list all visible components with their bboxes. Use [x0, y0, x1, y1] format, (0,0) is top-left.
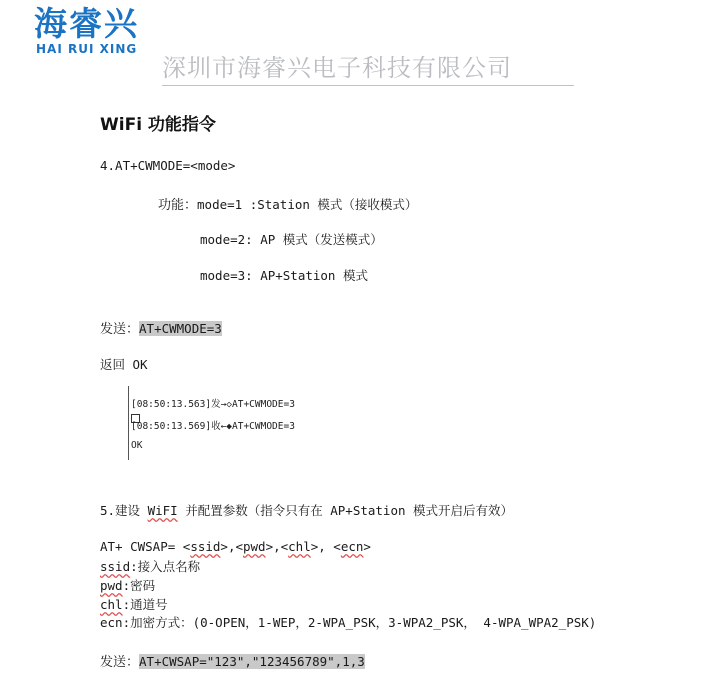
logo-text: 海睿兴 [34, 4, 139, 43]
param-ssid: ssid [190, 539, 221, 554]
cmd4-send-line [100, 318, 222, 337]
send-command: AT+CWMODE=3 [139, 321, 222, 336]
cmd5-heading: 5.建设 WiFI 并配置参数（指令只有在 AP+Station 模式开启后有效） [100, 503, 514, 518]
cmd5-syntax: AT+ CWSAP= <ssid>,<pwd>,<chl>, <ecn> [100, 539, 371, 554]
func-label: 功能： [158, 198, 198, 213]
pwd-line: pwd:密码 [100, 578, 156, 593]
cmd4-mode1-line [158, 194, 417, 213]
param-chl: chl [288, 539, 311, 554]
send-label: 发送： [100, 322, 140, 337]
cmd5-send-line [100, 651, 365, 670]
cmd4-return-line: 返回 OK [100, 357, 148, 372]
log-line-received: [08:50:13.569]收←◆AT+CWMODE=3 [131, 421, 295, 432]
ssid-line: ssid:接入点名称 [100, 559, 201, 574]
section-title: WiFi 功能指令 [100, 115, 216, 135]
ecn-line: ecn:加密方式：(0-OPEN，1-WEP，2-WPA_PSK，3-WPA2_PSK， 4-WPA_WPA2_PSK) [100, 615, 597, 630]
log-line-ok: OK [131, 440, 143, 451]
cmd4-heading: 4.AT+CWMODE=<mode> [100, 158, 236, 173]
log-frame-border [128, 386, 129, 460]
mode1-text: mode=1 :Station 模式（接收模式） [197, 197, 418, 212]
company-name: 深圳市海睿兴电子科技有限公司 [162, 54, 512, 82]
chl-line: chl:通道号 [100, 597, 168, 612]
cmd4-mode2-line: mode=2: AP 模式（发送模式） [200, 232, 383, 247]
send-label-2: 发送： [100, 655, 140, 670]
logo-subtext: HAI RUI XING [36, 42, 138, 56]
log-line-sent: [08:50:13.563]发→◇AT+CWMODE=3 [131, 399, 295, 410]
param-pwd: pwd [243, 539, 266, 554]
wifi-word: WiFI [147, 503, 178, 518]
param-ecn: ecn [340, 539, 364, 554]
cmd4-mode3-line: mode=3: AP+Station 模式 [200, 268, 368, 283]
header-divider [162, 85, 574, 86]
send-command-2: AT+CWSAP="123","123456789",1,3 [139, 654, 365, 669]
